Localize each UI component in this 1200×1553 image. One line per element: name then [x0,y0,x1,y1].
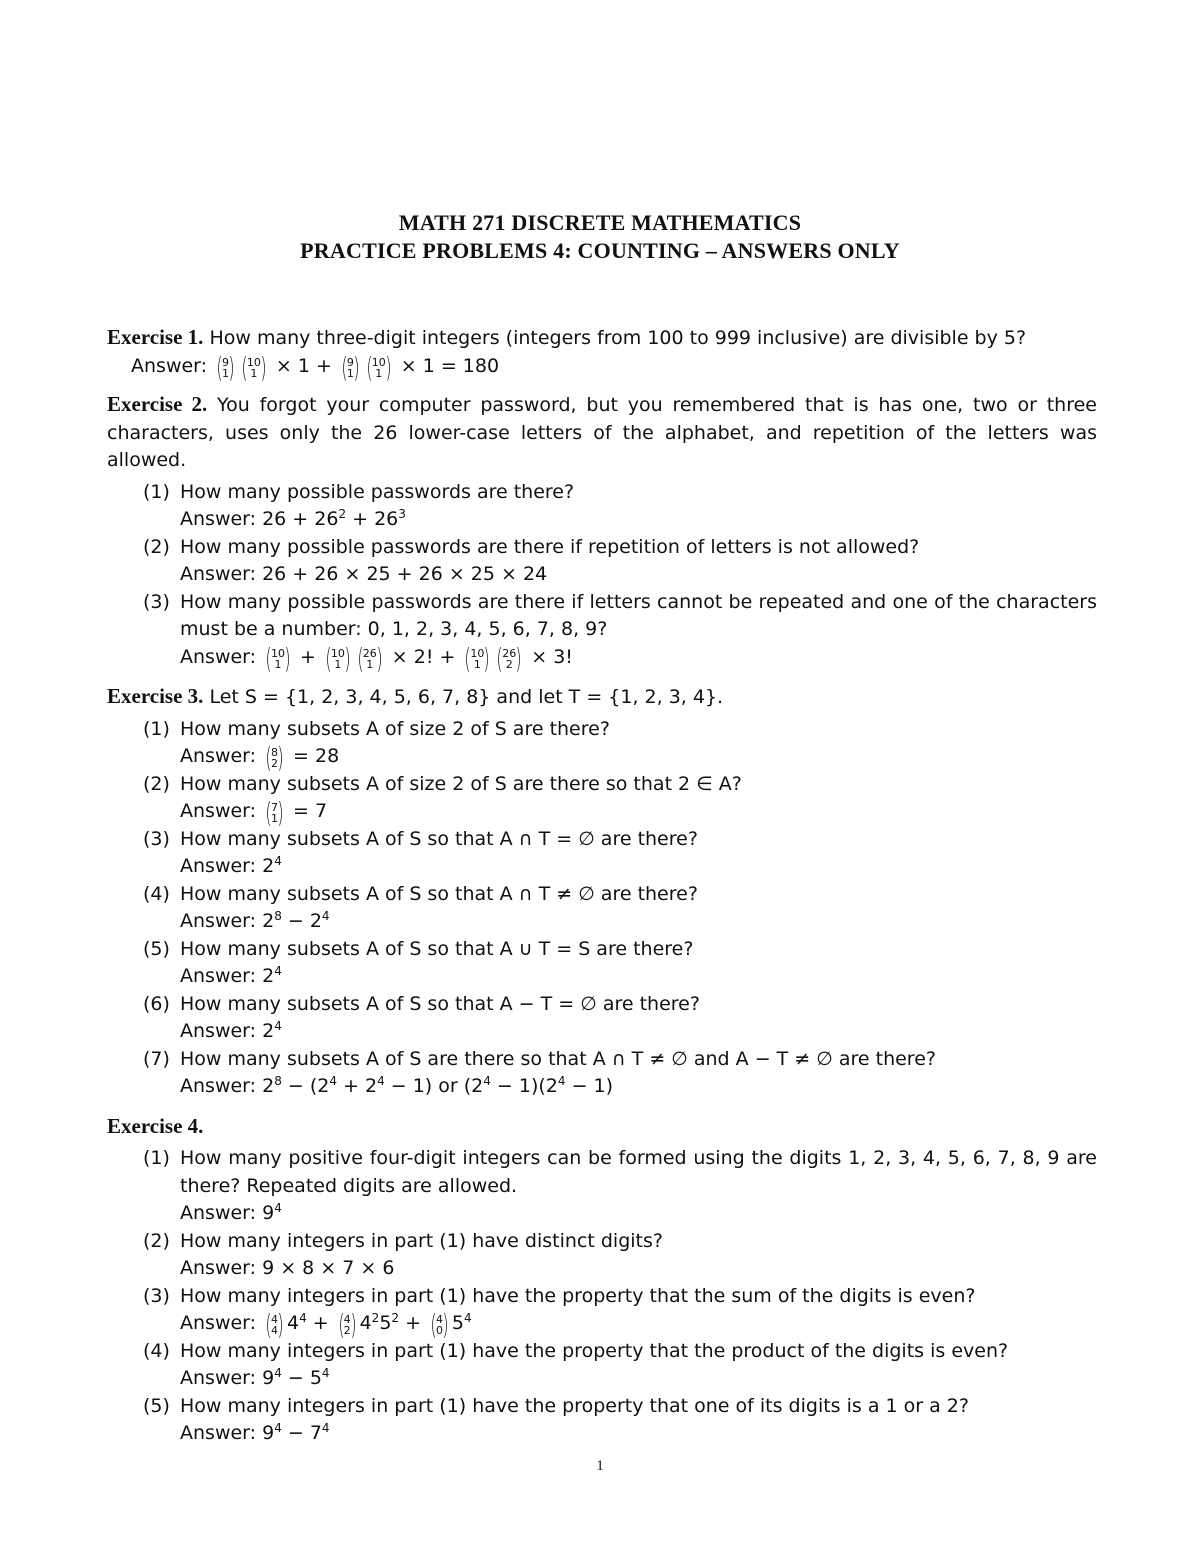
question-text: How many subsets A of S so that A − T = ∅ are there? [180,992,700,1015]
answer-text: × 3! [531,645,573,668]
list-item [107,881,1097,936]
binomial: ( 10 1 ) [241,350,267,384]
binomial: ( 10 1 ) [325,641,351,675]
binomial: ( 8 2 ) [265,741,284,774]
answer-label: Answer: [180,1075,257,1097]
question-text: How many integers in part (1) have the property that the sum of the digits is even? [180,1284,976,1307]
answer-text: $9^4 - 7^4$ [262,1421,330,1444]
answer-text: = 28 [293,745,340,767]
exercise-2 [107,391,1097,675]
question-list [107,716,1097,1101]
exercise-heading: Exercise 2. [107,392,208,416]
item-number: (2) [143,772,170,795]
exercise-text: You forgot your computer password, but you remembered that is has one, two or three characters, uses only the 26 lower-case letters of the alphabet, and repetition of the letters was allowed. [107,394,1097,471]
answer-label: Answer: [180,855,257,877]
answer-text: 9 × 8 × 7 × 6 [262,1257,395,1279]
document-title: MATH 271 DISCRETE MATHEMATICS [398,210,802,235]
exercise-heading: Exercise 4. [107,1113,204,1138]
answer-text: $4^4$ + [286,1311,335,1334]
answer-label: Answer: [180,1312,257,1334]
answer-text: = 7 [293,800,328,822]
answer-label: Answer: [180,1020,257,1042]
answer-text: $4^25^2$ + [359,1311,428,1334]
answer-text: $9^4 - 5^4$ [262,1366,330,1389]
question-text: How many subsets A of S so that A ∩ T = ∅ are there? [180,827,698,850]
list-item [107,1046,1097,1101]
answer-label: Answer: [180,508,257,530]
item-number: (1) [143,717,170,740]
item-number: (7) [143,1047,170,1070]
item-number: (5) [143,937,170,960]
binomial: ( 9 1 ) [216,350,235,384]
exercise-3 [107,683,1097,1101]
item-number: (3) [143,827,170,850]
list-item [107,1228,1097,1283]
list-item [107,1283,1097,1341]
question-text: How many subsets A of S so that A ∩ T ≠ ∅ are there? [180,882,698,905]
list-item [107,1338,1097,1393]
binomial: ( 4 0 ) [430,1308,449,1341]
answer-text: $2^4$ [262,964,282,987]
answer-label: Answer: [180,910,257,932]
question-text: How many subsets A of size 2 of S are there? [180,717,610,740]
list-item [107,589,1097,675]
answer-label: Answer: [180,965,257,987]
question-text: How many subsets A of S are there so that A ∩ T ≠ ∅ and A − T ≠ ∅ are there? [180,1047,936,1070]
binomial: ( 10 1 ) [366,350,392,384]
answer-text: $2^8 - 2^4$ [262,909,330,932]
list-item [107,936,1097,991]
binomial: ( 7 1 ) [265,796,284,829]
question-list [107,1145,1097,1448]
answer-label: Answer: [180,563,257,585]
list-item [107,1145,1097,1228]
answer-label: Answer: [180,800,257,822]
question-text: How many possible passwords are there if repetition of letters is not allowed? [180,535,920,558]
list-item [107,1393,1097,1448]
question-text: How many integers in part (1) have the property that the product of the digits is even? [180,1339,1009,1362]
question-text: How many positive four-digit integers can be formed using the digits 1, 2, 3, 4, 5, 6, 7, 8, 9 are there? Repeated digits are allowed. [180,1147,1097,1197]
binomial: ( 26 2 ) [496,641,522,675]
answer-text: 26 + 26 × 25 + 26 × 25 × 24 [262,563,548,585]
answer-label: Answer: [180,1202,257,1224]
item-number: (3) [143,1284,170,1307]
answer-label: Answer: [131,354,208,377]
item-number: (1) [143,1147,170,1169]
list-item [107,534,1097,589]
answer-text: × 1 + [275,354,332,377]
question-text: How many integers in part (1) have the property that one of its digits is a 1 or a 2? [180,1394,969,1417]
answer-label: Answer: [180,1257,257,1279]
binomial: ( 4 4 ) [265,1308,284,1341]
answer-label: Answer: [180,1422,257,1444]
item-number: (4) [143,882,170,905]
answer-label: Answer: [180,645,257,668]
exercise-1 [107,324,1097,384]
answer-label: Answer: [180,1367,257,1389]
item-number: (2) [143,1229,170,1252]
question-text: How many subsets A of S so that A ∪ T = S are there? [180,937,694,960]
item-number: (3) [143,590,170,613]
binomial: ( 4 2 ) [338,1308,357,1341]
question-text: How many subsets A of size 2 of S are there so that 2 ∈ A? [180,772,742,795]
exercise-heading: Exercise 1. [107,325,204,349]
answer-label: Answer: [180,745,257,767]
question-text: How many integers in part (1) have distinct digits? [180,1229,663,1252]
answer-text: + [300,645,316,668]
list-item [107,716,1097,774]
list-item [107,826,1097,881]
exercise-text: How many three-digit integers (integers from 100 to 999 inclusive) are divisible by 5? [209,327,1027,349]
answer-text: $2^4$ [262,854,282,877]
binomial: ( 26 1 ) [357,641,383,675]
answer-text: $5^4$ [451,1311,472,1334]
question-text: How many possible passwords are there if letters cannot be repeated and one of the characters must be a number: 0, 1, 2, 3, 4, 5, 6, 7, 8, 9? [180,590,1097,640]
answer-text: × 1 = 180 [400,354,500,377]
answer-text: × 2! + [391,645,456,668]
list-item [107,991,1097,1046]
question-list [107,479,1097,675]
answer-text: $2^4$ [262,1019,282,1042]
item-number: (4) [143,1339,170,1362]
answer [131,350,1097,384]
answer-text: $9^4$ [262,1201,282,1224]
exercise-heading: Exercise 3. [107,684,204,708]
item-number: (6) [143,992,170,1015]
document-body [107,324,1097,1460]
answer-text: $26 + 26^2 + 26^3$ [262,507,406,530]
list-item [107,771,1097,829]
binomial: ( 10 1 ) [464,641,490,675]
exercise-4 [107,1113,1097,1448]
document-subtitle: PRACTICE PROBLEMS 4: COUNTING – ANSWERS ONLY [300,238,900,263]
exercise-text: Let S = {1, 2, 3, 4, 5, 6, 7, 8} and let T = {1, 2, 3, 4}. [209,686,724,708]
question-text: How many possible passwords are there? [180,480,575,503]
item-number: (1) [143,480,170,503]
list-item [107,479,1097,534]
item-number: (5) [143,1394,170,1417]
item-number: (2) [143,535,170,558]
answer-text: $2^8 - (2^4 + 2^4 - 1)$ or $(2^4 - 1)(2^4 - 1)$ [262,1074,614,1097]
page-number: 1 [596,1458,604,1474]
binomial: ( 10 1 ) [265,641,291,675]
binomial: ( 9 1 ) [341,350,360,384]
